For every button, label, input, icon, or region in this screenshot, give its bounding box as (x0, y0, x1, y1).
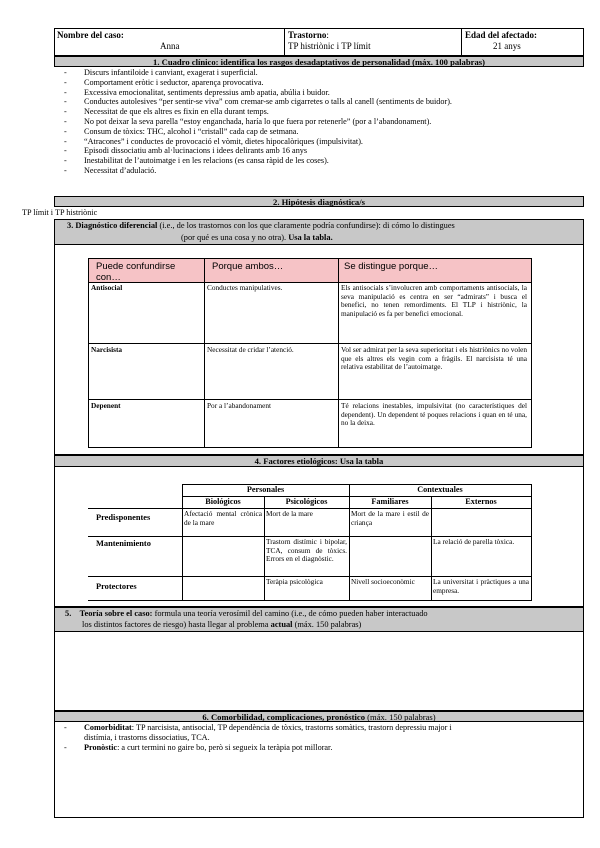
etiology-table (88, 484, 532, 600)
section5-title (54, 607, 584, 632)
age-value: 21 anys (493, 41, 521, 51)
s5-title-bold: Teoría sobre el caso: (79, 609, 153, 618)
etio-cell: Afectació mental crònica de la mare (184, 509, 262, 527)
diff-row-name: Depenent (91, 401, 121, 410)
section4-title: 4. Factores etiológicos: Usa la tabla (54, 455, 584, 467)
section5-body (54, 632, 584, 711)
comorb-label: Comorbiditat (84, 723, 132, 732)
etio-cell: Mort de la mare i estil de criança (351, 509, 429, 527)
clinical-trait-item: - Consum de tòxics: THC, alcohol i “cristall” cada cap de setmana. (54, 127, 584, 137)
comorb-text: : TP narcisista, antisocial, TP dependència de tòxics, trastorns somàtics, trastorn depressiu major i (131, 723, 452, 732)
prog-label: Pronòstic (84, 742, 118, 752)
s3-title-bold: Diagnóstico diferencial (75, 221, 158, 230)
col-psy: Psicológicos (285, 497, 328, 506)
section6-list (54, 723, 584, 752)
s5-title-line2-bold: actual (270, 620, 293, 629)
diff-row-differs: Té relacions inestables, impulsivitat (no característiques del dependent). Un dependent té poques relacions i quan en té una, no la deixa. (341, 401, 527, 428)
disorder-label: Trastorno (288, 30, 327, 40)
clinical-trait-item: - “Atracones” i conductes de provocació el vòmit, dietes hipocalòriques (impulsivitat). (54, 137, 584, 147)
diff-row-name: Narcisista (91, 345, 123, 354)
s3-title-line2-bold: Usa la tabla. (286, 233, 333, 242)
diff-row-differs: Els antisocials s’involucren amb comportaments antisocials, la seva manipulació es centra en ser “admirats” i busca el benefici, no tenen remordiments. El TLP i histriònic, la manipulació es fa per benefici emocional. (341, 283, 527, 318)
clinical-trait-item: - Episodi dissociatiu amb al·lucinacions i idees delirants amb 16 anys (54, 146, 584, 156)
clinical-trait-item: - Conductes autolesives “per sentir-se viva” com cremar-se amb cigarretes o talls al canell (sentiments de buidor). (54, 97, 584, 107)
clinical-trait-item: - No pot deixar la seva parella “estoy enganchada, haría lo que fuera por retenerle” (por a l’abandonament). (54, 117, 584, 127)
diff-row-because: Necessitat de cridar l’atenció. (207, 345, 294, 354)
s5-title-line2: los distintos factores de riesgo) hasta llegar al problema (82, 620, 271, 629)
age-label: Edad del afectado: (465, 30, 537, 40)
comorbidity-item (54, 723, 584, 733)
s3-title-line2: (por qué es una cosa y no otra). (181, 233, 287, 242)
clinical-trait-item: - Inestabilitat de l’autoimatge i en les relacions (es cansa ràpid de les coses). (54, 156, 584, 166)
diff-row-because: Por a l’abandonament (207, 401, 272, 410)
diff-table (88, 258, 532, 448)
comorbidity-item-cont (54, 733, 584, 743)
etio-row-label: Protectores (96, 582, 137, 591)
s6-title: 6. Comorbilidad, complicaciones, pronóstico (202, 712, 365, 722)
section6-title (54, 711, 584, 722)
clinical-trait-item: - Discurs infantiloide i canviant, exagerat i superficial. (54, 68, 584, 78)
etio-row-label: Mantenimiento (96, 539, 151, 548)
diff-col-3: Se distingue porque… (344, 261, 439, 272)
clinical-trait-item: - Necessitat de que els altres es fixin en ella durant temps. (54, 107, 584, 117)
s5-title-rest: formula una teoría verosímil del camino (i.e., de cómo pueden haber interactuado (152, 609, 428, 618)
s3-title-rest: (i.e., de los trastornos con los que claramente podría confundirse): di cómo lo distingues (157, 221, 455, 230)
diff-col-1: Puede confundirse con… (96, 261, 176, 284)
etio-cell: Trastorn distímic i bipolar, TCA, consum de tòxics. Errors en el diagnòstic. (266, 537, 347, 564)
disorder-label-wrap (288, 30, 329, 41)
section1-title: 1. Cuadro clínico: identifica los rasgos desadaptativos de personalidad (máx. 100 palabras) (54, 56, 584, 67)
col-ext: Externos (465, 497, 497, 506)
etio-cell: La universitat i pràctiques a una empresa. (433, 577, 529, 595)
etio-cell: La relació de parella tòxica. (433, 537, 515, 546)
group-personal: Personales (246, 485, 285, 494)
diff-row-because: Conductes manipulatives. (207, 283, 283, 292)
section2-title: 2. Hipótesis diagnóstica/s (54, 196, 584, 207)
clinical-trait-item: - Excessiva emocionalitat, sentiments depressius amb apatia, abúlia i buidor. (54, 88, 584, 98)
s3-number: 3. (67, 221, 74, 230)
s6-title-note: (máx. 150 palabras) (365, 712, 436, 722)
diff-col-2: Porque ambos… (212, 261, 284, 272)
clinical-trait-item: - Necessitat d’adulació. (54, 166, 584, 176)
group-context: Contextuales (417, 485, 463, 494)
section1-list (54, 68, 584, 176)
diff-row-differs: Vol ser admirat per la seva superioritat i els histriònics no volen que els altres els vegin com a fràgils. El narcisista té una relativa estabilitat de l’autoimatge. (341, 345, 527, 372)
s5-number: 5. (65, 609, 72, 618)
section3-title (54, 219, 584, 245)
s5-title-line2-end: (máx. 150 palabras) (292, 620, 362, 629)
prog-text: : a curt termini no gaire bo, però si segueix la teràpia pot millorar. (117, 742, 333, 752)
disorder-colon: : (326, 30, 329, 40)
diff-row-name: Antisocial (91, 283, 123, 292)
col-bio: Biológicos (205, 497, 241, 506)
etio-cell: Mort de la mare (266, 509, 313, 518)
section2-value: TP límit i TP histriònic (22, 208, 98, 217)
etio-cell: Nivell socioeconòmic (351, 577, 415, 586)
clinical-trait-item: - Comportament eròtic i seductor, aparença provocativa. (54, 78, 584, 88)
comorb-text2: distímia, i trastorns dissociatius, TCA. (84, 732, 210, 742)
case-value: Anna (160, 41, 180, 51)
case-label: Nombre del caso: (57, 30, 124, 40)
etio-row-label: Predisponentes (96, 513, 151, 522)
col-fam: Familiares (371, 497, 409, 506)
prognosis-item (54, 743, 584, 753)
etio-cell: Teràpia psicològica (266, 577, 323, 586)
disorder-value: TP histriònic i TP límit (288, 41, 371, 51)
